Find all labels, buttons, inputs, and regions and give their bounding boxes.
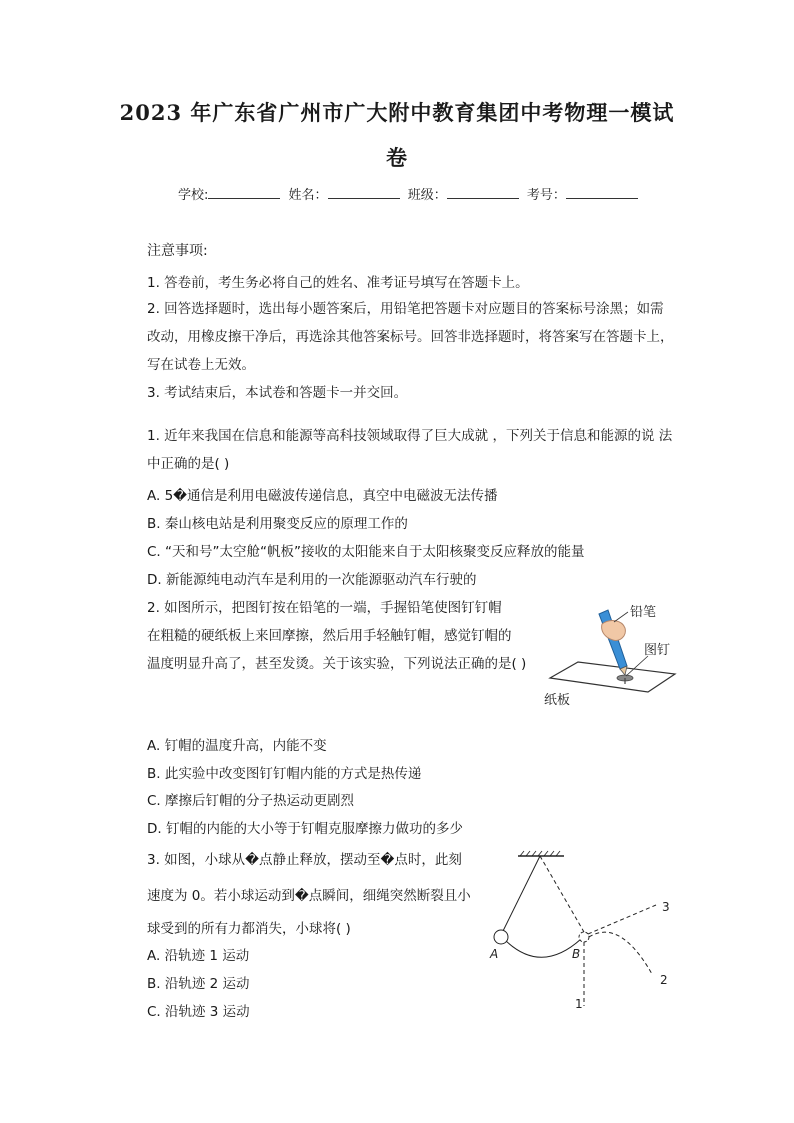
point-b-label: B (572, 947, 581, 961)
board-label: 纸板 (544, 693, 571, 708)
name-blank (328, 186, 400, 199)
question-2-option-c: C. 摩擦后钉帽的分子热运动更剧烈 (147, 793, 355, 809)
question-1-option-a: A. 5�通信是利用电磁波传递信息，真空中电磁波无法传播 (147, 488, 498, 504)
question-3-stem-continued: 球受到的所有力都消失，小球将( ) (147, 921, 351, 937)
pin-label: 图钉 (644, 643, 671, 658)
note-item: 2. 回答选择题时，选出每小题答案后，用铅笔把答题卡对应题目的答案标号涂黑；如需 (147, 301, 664, 317)
class-label: 班级： (407, 188, 447, 203)
question-3-stem: 3. 如图，小球从�点静止释放，摆动至�点时，此刻 (147, 852, 462, 868)
question-2-option-b: B. 此实验中改变图钉钉帽内能的方式是热传递 (147, 766, 422, 782)
question-3-stem-continued: 速度为 0。若小球运动到�点瞬间，细绳突然断裂且小 (147, 888, 471, 904)
trajectory-1-label: 1 (575, 997, 583, 1011)
school-label: 学校: (178, 188, 209, 203)
question-2-stem: 2. 如图所示，把图钉按在铅笔的一端，手握铅笔使图钉钉帽 (147, 600, 502, 616)
pencil-label: 铅笔 (630, 605, 657, 620)
ball-a (494, 930, 508, 944)
question-2-option-a: A. 钉帽的温度升高，内能不变 (147, 738, 327, 754)
question-3-option-c: C. 沿轨迹 3 运动 (147, 1004, 250, 1020)
question-3-option-a: A. 沿轨迹 1 运动 (147, 948, 250, 964)
exam-number-label: 考号： (526, 188, 566, 203)
question-1-option-b: B. 秦山核电站是利用聚变反应的原理工作的 (147, 516, 408, 532)
note-item: 1. 答卷前，考生务必将自己的姓名、准考证号填写在答题卡上。 (147, 275, 529, 291)
question-1-stem-continued: 中正确的是( ) (147, 456, 230, 472)
question-1-stem: 1. 近年来我国在信息和能源等高科技领域取得了巨大成就 ，下列关于信息和能源的说 法 (147, 428, 673, 444)
point-a-label: A (490, 947, 499, 961)
question-2-option-d: D. 钉帽的内能的大小等于钉帽克服摩擦力做功的多少 (147, 821, 463, 837)
class-blank (447, 186, 519, 199)
notes-heading: 注意事项: (147, 243, 208, 259)
pendulum-figure (480, 848, 680, 1018)
question-1-option-d: D. 新能源纯电动汽车是利用的一次能源驱动汽车行驶的 (147, 572, 477, 588)
school-blank (208, 186, 280, 199)
question-3-option-b: B. 沿轨迹 2 运动 (147, 976, 250, 992)
string-dashed-line (540, 856, 584, 932)
question-1-option-c: C. “天和号”太空舱“帆板”接收的太阳能来自于太阳核聚变反应释放的能量 (147, 544, 585, 560)
note-item: 写在试卷上无效。 (147, 357, 255, 373)
trajectory-2-label: 2 (660, 973, 668, 987)
page-title: 2023 年广东省广州市广大附中教育集团中考物理一模试 (119, 100, 675, 125)
pencil-pin-figure (530, 596, 690, 716)
string-line (503, 856, 540, 931)
swing-arc (503, 938, 581, 957)
trajectory-2 (589, 932, 652, 974)
trajectory-3 (588, 905, 656, 934)
student-info-line (178, 184, 642, 203)
question-2-stem-continued: 在粗糙的硬纸板上来回摩擦，然后用手轻触钉帽，感觉钉帽的 (147, 628, 512, 644)
note-item: 3. 考试结束后，本试卷和答题卡一并交回。 (147, 385, 408, 401)
hand-shape (602, 621, 626, 641)
paper-board-shape (550, 662, 675, 692)
page-title-continued: 卷 (386, 145, 408, 170)
trajectory-3-label: 3 (662, 900, 670, 914)
ball-b (579, 932, 589, 942)
exam-number-blank (566, 186, 638, 199)
note-item: 改动，用橡皮擦干净后，再选涂其他答案标号。回答非选择题时，将答案写在答题卡上， (147, 329, 674, 345)
question-2-stem-continued: 温度明显升高了，甚至发烫。关于该实验，下列说法正确的是( ) (147, 656, 527, 672)
name-label: 姓名： (288, 188, 328, 203)
